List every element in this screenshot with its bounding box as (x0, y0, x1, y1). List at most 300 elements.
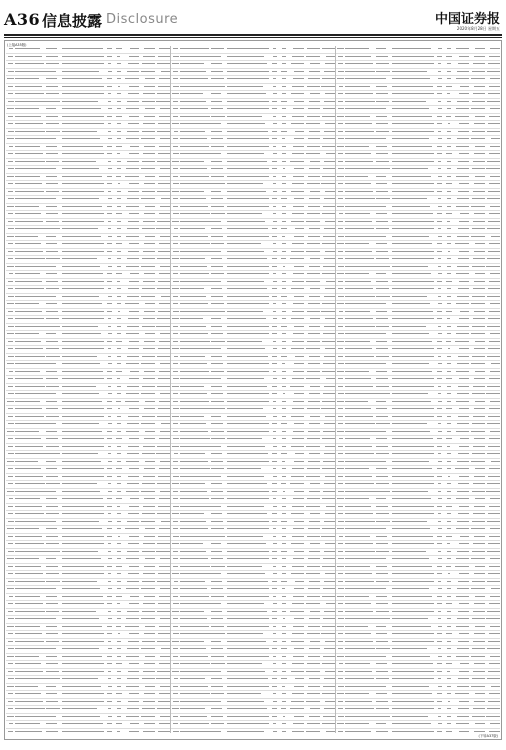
table-cell (114, 145, 123, 148)
illegible-text (272, 558, 277, 559)
table-cell (114, 160, 123, 163)
illegible-text (322, 116, 335, 117)
table-cell (289, 580, 304, 583)
illegible-text (158, 633, 170, 634)
illegible-text (46, 663, 57, 664)
table-cell (62, 655, 105, 658)
table-cell (46, 378, 61, 381)
table-cell (15, 453, 46, 456)
illegible-text (446, 56, 451, 57)
table-cell (227, 280, 270, 283)
table-cell (320, 603, 335, 606)
table-cell (171, 363, 180, 366)
table-row (171, 196, 335, 204)
table-cell (304, 108, 319, 111)
table-cell (46, 700, 61, 703)
table-cell (320, 595, 335, 598)
table-cell (227, 430, 270, 433)
table-cell (320, 528, 335, 531)
table-row (171, 301, 335, 309)
table-cell (227, 535, 270, 538)
illegible-text (292, 311, 304, 312)
illegible-text (8, 513, 13, 514)
illegible-text (180, 566, 210, 567)
illegible-text (447, 101, 451, 102)
illegible-text (293, 431, 304, 432)
table-cell (454, 93, 469, 96)
table-cell (227, 160, 270, 163)
illegible-text (227, 693, 262, 694)
table-cell (304, 115, 319, 118)
illegible-text (117, 611, 121, 612)
illegible-text (488, 191, 500, 192)
illegible-text (455, 243, 469, 244)
table-cell (124, 280, 139, 283)
illegible-text (292, 566, 304, 567)
table-cell (171, 498, 180, 501)
table-cell (485, 145, 500, 148)
table-cell (171, 333, 180, 336)
illegible-text (338, 288, 343, 289)
table-row (336, 429, 500, 437)
table-cell (211, 108, 226, 111)
illegible-text (273, 431, 276, 432)
table-cell (6, 438, 15, 441)
illegible-text (8, 296, 14, 297)
illegible-text (471, 138, 484, 139)
table-cell (279, 63, 288, 66)
illegible-text (474, 311, 484, 312)
illegible-text (15, 243, 40, 244)
illegible-text (325, 476, 335, 477)
table-cell (139, 565, 154, 568)
illegible-text (116, 626, 121, 627)
illegible-text (309, 618, 320, 619)
illegible-text (282, 333, 285, 334)
table-cell (336, 430, 345, 433)
table-cell (46, 415, 61, 418)
table-cell (46, 63, 61, 66)
table-cell (180, 640, 211, 643)
table-cell (139, 175, 154, 178)
illegible-text (159, 723, 170, 724)
table-cell (124, 573, 139, 576)
table-cell (105, 48, 114, 51)
table-cell (139, 670, 154, 673)
table-cell (15, 393, 46, 396)
table-cell (485, 363, 500, 366)
table-cell (227, 558, 270, 561)
table-cell (171, 543, 180, 546)
illegible-text (474, 123, 485, 124)
table-cell (279, 655, 288, 658)
table-cell (304, 415, 319, 418)
table-cell (469, 430, 484, 433)
illegible-text (143, 506, 154, 507)
illegible-text (307, 438, 320, 439)
table-cell (485, 205, 500, 208)
illegible-text (46, 258, 59, 259)
table-cell (454, 393, 469, 396)
table-cell (15, 498, 46, 501)
table-cell (105, 138, 114, 141)
table-cell (345, 303, 376, 306)
table-cell (227, 438, 270, 441)
table-cell (6, 385, 15, 388)
illegible-text (62, 393, 100, 394)
illegible-text (129, 56, 139, 57)
table-cell (155, 138, 170, 141)
table-cell (444, 333, 453, 336)
table-cell (289, 213, 304, 216)
table-cell (46, 400, 61, 403)
table-cell (392, 153, 435, 156)
table-cell (320, 588, 335, 591)
illegible-text (322, 213, 335, 214)
table-cell (320, 70, 335, 73)
table-cell (62, 138, 105, 141)
illegible-text (173, 663, 179, 664)
table-cell (155, 595, 170, 598)
table-cell (114, 325, 123, 328)
illegible-text (458, 131, 469, 132)
table-cell (180, 550, 211, 553)
table-cell (171, 633, 180, 636)
table-cell (376, 408, 391, 411)
table-cell (227, 475, 270, 478)
table-cell (454, 310, 469, 313)
table-cell (211, 100, 226, 103)
table-row (171, 489, 335, 497)
illegible-text (46, 446, 59, 447)
table-row (171, 684, 335, 692)
illegible-text (107, 183, 112, 184)
illegible-text (15, 408, 42, 409)
table-cell (279, 528, 288, 531)
illegible-text (8, 318, 13, 319)
illegible-text (392, 258, 434, 259)
table-cell (180, 288, 211, 291)
illegible-text (227, 558, 269, 559)
table-cell (6, 558, 15, 561)
table-cell (6, 168, 15, 171)
illegible-text (282, 701, 286, 702)
table-cell (15, 340, 46, 343)
illegible-text (325, 251, 335, 252)
illegible-text (437, 213, 442, 214)
illegible-text (159, 498, 170, 499)
newspaper-logo: 中国证券报 (434, 12, 500, 27)
illegible-text (345, 281, 371, 282)
table-cell (270, 400, 279, 403)
table-cell (46, 603, 61, 606)
illegible-text (46, 543, 59, 544)
illegible-text (290, 386, 304, 387)
illegible-text (294, 266, 304, 267)
illegible-text (272, 326, 277, 327)
illegible-text (281, 296, 286, 297)
illegible-text (127, 131, 139, 132)
illegible-text (173, 303, 178, 304)
table-cell (124, 168, 139, 171)
illegible-text (307, 116, 320, 117)
illegible-text (145, 303, 155, 304)
illegible-text (292, 341, 304, 342)
table-cell (180, 175, 211, 178)
illegible-text (46, 273, 57, 274)
illegible-text (173, 731, 179, 732)
illegible-text (438, 63, 441, 64)
table-cell (270, 168, 279, 171)
illegible-text (376, 431, 386, 432)
table-cell (320, 708, 335, 711)
illegible-text (282, 446, 287, 447)
table-cell (345, 153, 376, 156)
illegible-text (128, 513, 139, 514)
table-cell (336, 123, 345, 126)
illegible-text (173, 408, 179, 409)
illegible-text (211, 573, 221, 574)
illegible-text (161, 296, 170, 297)
table-cell (155, 108, 170, 111)
illegible-text (309, 551, 319, 552)
table-cell (336, 250, 345, 253)
illegible-text (211, 258, 222, 259)
table-cell (336, 145, 345, 148)
illegible-text (46, 146, 57, 147)
illegible-text (273, 408, 277, 409)
illegible-text (471, 236, 484, 237)
illegible-text (62, 731, 104, 732)
illegible-text (295, 453, 304, 454)
illegible-text (282, 138, 285, 139)
illegible-text (172, 221, 178, 222)
illegible-text (128, 671, 139, 672)
illegible-text (62, 648, 99, 649)
illegible-text (472, 198, 485, 199)
table-cell (124, 115, 139, 118)
illegible-text (46, 93, 59, 94)
table-cell (124, 408, 139, 411)
table-cell (270, 310, 279, 313)
illegible-text (291, 701, 304, 702)
table-cell (270, 715, 279, 718)
illegible-text (62, 416, 104, 417)
illegible-text (345, 401, 368, 402)
illegible-text (143, 378, 154, 379)
table-cell (139, 370, 154, 373)
table-cell (46, 685, 61, 688)
illegible-text (322, 468, 335, 469)
table-cell (105, 415, 114, 418)
illegible-text (227, 138, 269, 139)
illegible-text (62, 183, 104, 184)
illegible-text (323, 431, 335, 432)
table-row (336, 99, 500, 107)
illegible-text (15, 266, 45, 267)
table-cell (6, 618, 15, 621)
illegible-text (489, 116, 500, 117)
table-cell (320, 385, 335, 388)
table-cell (15, 273, 46, 276)
illegible-text (294, 551, 304, 552)
illegible-text (272, 453, 277, 454)
table-cell (124, 483, 139, 486)
table-cell (211, 243, 226, 246)
illegible-text (180, 326, 205, 327)
table-cell (336, 78, 345, 81)
table-cell (6, 535, 15, 538)
table-row (171, 84, 335, 92)
table-cell (279, 213, 288, 216)
illegible-text (157, 161, 170, 162)
table-cell (444, 370, 453, 373)
table-cell (279, 108, 288, 111)
illegible-text (15, 476, 43, 477)
table-cell (270, 198, 279, 201)
illegible-text (211, 558, 223, 559)
table-cell (6, 693, 15, 696)
illegible-text (15, 221, 43, 222)
illegible-text (173, 536, 179, 537)
table-cell (336, 288, 345, 291)
illegible-text (227, 348, 265, 349)
table-cell (485, 318, 500, 321)
illegible-text (158, 701, 170, 702)
illegible-text (294, 168, 304, 169)
illegible-text (488, 251, 500, 252)
table-cell (15, 100, 46, 103)
illegible-text (489, 378, 500, 379)
illegible-text (324, 356, 335, 357)
table-cell (444, 93, 453, 96)
table-cell (444, 175, 453, 178)
table-cell (270, 453, 279, 456)
illegible-text (62, 671, 104, 672)
table-cell (15, 490, 46, 493)
illegible-text (15, 348, 43, 349)
illegible-text (227, 551, 269, 552)
table-cell (376, 295, 391, 298)
table-cell (180, 400, 211, 403)
table-cell (227, 168, 270, 171)
illegible-text (227, 423, 269, 424)
table-cell (105, 333, 114, 336)
table-cell (304, 723, 319, 726)
illegible-text (292, 243, 304, 244)
table-cell (444, 55, 453, 58)
illegible-text (345, 363, 375, 364)
table-cell (155, 483, 170, 486)
table-cell (155, 310, 170, 313)
illegible-text (273, 378, 277, 379)
table-cell (180, 190, 211, 193)
table-cell (376, 123, 391, 126)
table-row (171, 429, 335, 437)
table-cell (376, 205, 391, 208)
illegible-text (282, 408, 286, 409)
illegible-text (227, 206, 269, 207)
illegible-text (438, 296, 441, 297)
table-cell (139, 340, 154, 343)
table-cell (320, 633, 335, 636)
illegible-text (117, 326, 121, 327)
illegible-text (211, 243, 224, 244)
illegible-text (174, 356, 178, 357)
illegible-text (211, 93, 221, 94)
table-cell (270, 378, 279, 381)
illegible-text (294, 648, 304, 649)
table-row (6, 226, 170, 234)
illegible-text (15, 603, 42, 604)
illegible-text (392, 408, 434, 409)
illegible-text (158, 378, 170, 379)
illegible-text (107, 206, 111, 207)
illegible-text (117, 701, 120, 702)
illegible-text (126, 656, 139, 657)
illegible-text (376, 221, 388, 222)
table-cell (46, 205, 61, 208)
illegible-text (144, 273, 154, 274)
table-cell (435, 160, 444, 163)
illegible-text (227, 603, 264, 604)
table-row (171, 279, 335, 287)
table-row (6, 121, 170, 129)
table-cell (435, 318, 444, 321)
table-cell (320, 535, 335, 538)
table-cell (289, 265, 304, 268)
table-cell (15, 400, 46, 403)
illegible-text (142, 161, 154, 162)
table-cell (289, 250, 304, 253)
table-cell (114, 460, 123, 463)
illegible-text (447, 63, 450, 64)
table-cell (62, 475, 105, 478)
illegible-text (117, 56, 120, 57)
table-cell (279, 318, 288, 321)
table-row (6, 496, 170, 504)
table-cell (46, 93, 61, 96)
table-cell (376, 55, 391, 58)
illegible-text (323, 266, 335, 267)
table-cell (171, 730, 180, 733)
table-cell (270, 700, 279, 703)
illegible-text (376, 123, 388, 124)
table-cell (454, 85, 469, 88)
illegible-text (282, 461, 285, 462)
illegible-text (144, 663, 155, 664)
table-cell (15, 318, 46, 321)
illegible-text (180, 198, 206, 199)
illegible-text (46, 521, 55, 522)
illegible-text (8, 123, 13, 124)
table-cell (6, 678, 15, 681)
illegible-text (173, 506, 179, 507)
table-cell (320, 505, 335, 508)
illegible-text (460, 86, 469, 87)
table-cell (270, 730, 279, 733)
table-row (6, 181, 170, 189)
illegible-text (292, 633, 304, 634)
table-cell (270, 205, 279, 208)
table-cell (114, 700, 123, 703)
table-cell (15, 235, 46, 238)
table-cell (105, 565, 114, 568)
illegible-text (273, 243, 276, 244)
illegible-text (293, 206, 304, 207)
illegible-text (291, 476, 304, 477)
illegible-text (211, 521, 222, 522)
